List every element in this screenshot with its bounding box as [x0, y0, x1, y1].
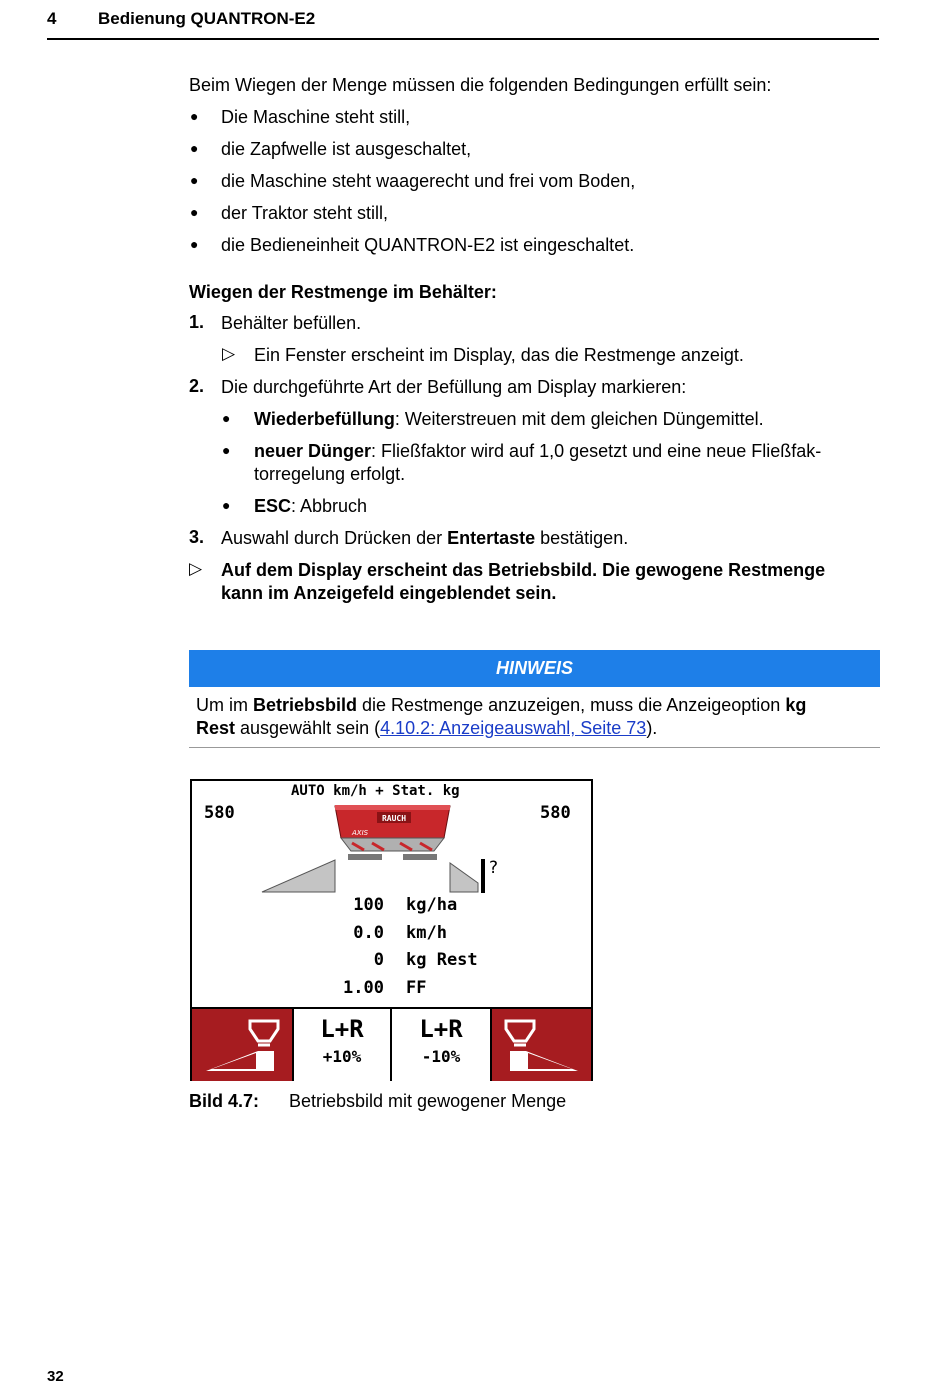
- option-label: neuer Dünger: [254, 441, 372, 461]
- left-spread-pattern: [262, 860, 335, 892]
- right-spread-pattern: [450, 863, 478, 892]
- bullet-icon: ●: [190, 236, 199, 252]
- figure-caption: Betriebsbild mit gewogener Menge: [289, 1091, 567, 1111]
- header-rule: [47, 38, 879, 40]
- rate-value: 100: [353, 895, 384, 915]
- operating-screen: [190, 779, 593, 1081]
- left-value: 580: [204, 803, 235, 823]
- final-result-line2: kann im Anzeigefeld eingeblendet sein.: [221, 583, 557, 603]
- chapter-title: Bedienung QUANTRON-E2: [98, 9, 316, 28]
- option-desc: : Fließfaktor wird auf 1,0 gesetzt und eine neue Fließfak-: [371, 441, 822, 461]
- step-number: 1.: [189, 312, 205, 332]
- condition-item: der Traktor steht still,: [221, 203, 389, 223]
- note-text: Um im: [196, 695, 253, 715]
- note-body: [196, 694, 876, 740]
- step-text: Behälter befüllen.: [221, 313, 362, 333]
- spreader-graphic: [192, 781, 591, 1007]
- softkey-sublabel: +10%: [322, 1047, 362, 1066]
- softkey-sublabel: -10%: [421, 1047, 461, 1066]
- note-bold: kg: [785, 695, 807, 715]
- bullet-icon: ●: [190, 204, 199, 220]
- result-triangle-icon: ▷: [189, 559, 203, 578]
- step-result: Ein Fenster erscheint im Display, das die Restmenge anzeigt.: [254, 345, 744, 365]
- softkey-increase-rate[interactable]: [292, 1009, 392, 1081]
- note-bold: Betriebsbild: [253, 695, 358, 715]
- speed-value: 0.0: [353, 923, 384, 943]
- option-item: [254, 440, 821, 463]
- note-text: die Restmenge anzuzeigen, muss die Anzeigeoption: [357, 695, 786, 715]
- chapter-number: 4: [47, 9, 57, 28]
- option-label: Wiederbefüllung: [254, 409, 395, 429]
- unknown-status: ?: [489, 858, 499, 878]
- option-desc: : Weiterstreuen mit dem gleichen Düngemittel.: [394, 409, 764, 429]
- bullet-icon: ●: [222, 410, 231, 426]
- right-value: 580: [540, 803, 571, 823]
- bullet-icon: ●: [190, 108, 199, 124]
- bullet-icon: ●: [190, 140, 199, 156]
- note-text: ausgewählt sein (: [235, 718, 381, 738]
- boundary-marker-icon: [481, 859, 485, 893]
- result-triangle-icon: ▷: [222, 344, 236, 363]
- softkey-bar: [192, 1007, 591, 1081]
- softkey-label: L+R: [320, 1015, 364, 1043]
- cross-reference-link[interactable]: 4.10.2: Anzeigeauswahl, Seite 73: [380, 718, 647, 738]
- step3-post: bestätigen.: [535, 528, 629, 548]
- bullet-icon: ●: [222, 442, 231, 458]
- figure-label: Bild 4.7:: [189, 1091, 260, 1111]
- spreader-icon: [335, 805, 450, 860]
- rest-unit: kg Rest: [406, 950, 478, 970]
- softkey-decrease-rate[interactable]: [392, 1009, 492, 1081]
- condition-item: die Zapfwelle ist ausgeschaltet,: [221, 139, 472, 159]
- flow-factor-value: 1.00: [343, 978, 384, 998]
- bullet-icon: ●: [190, 172, 199, 188]
- model-label: AXIS: [352, 829, 369, 837]
- step3-pre: Auswahl durch Drücken der: [221, 528, 448, 548]
- screen-mode-line: AUTO km/h + Stat. kg: [291, 783, 460, 799]
- option-item: [254, 495, 367, 518]
- page-number: 32: [47, 1368, 64, 1385]
- condition-item: die Bedieneinheit QUANTRON-E2 ist eingeschaltet.: [221, 235, 635, 255]
- note-text: ).: [646, 718, 658, 738]
- note-rule: [189, 747, 880, 748]
- step-text: [221, 527, 628, 550]
- softkey-label: L+R: [419, 1015, 463, 1043]
- final-result-line1: Auf dem Display erscheint das Betriebsbild. Die gewogene Restmenge: [221, 560, 826, 580]
- note-bold: Rest: [196, 718, 236, 738]
- note-header: HINWEIS: [189, 650, 880, 687]
- speed-unit: km/h: [406, 923, 447, 943]
- bullet-icon: ●: [222, 497, 231, 513]
- step3-key: Entertaste: [447, 528, 536, 548]
- right-spread-icon: [492, 1009, 591, 1081]
- step-number: 3.: [189, 527, 205, 547]
- step-text: Die durchgeführte Art der Befüllung am Display markieren:: [221, 377, 687, 397]
- intro-text: Beim Wiegen der Menge müssen die folgenden Bedingungen erfüllt sein:: [189, 75, 772, 95]
- section-title: Wiegen der Restmenge im Behälter:: [189, 282, 497, 302]
- option-desc-cont: torregelung erfolgt.: [254, 464, 406, 484]
- brand-label: RAUCH: [381, 814, 407, 823]
- step-number: 2.: [189, 376, 205, 396]
- option-item: [254, 408, 764, 431]
- rest-value: 0: [373, 950, 384, 970]
- rate-unit: kg/ha: [406, 895, 458, 915]
- softkey-right-spread[interactable]: [492, 1009, 591, 1081]
- condition-item: die Maschine steht waagerecht und frei vom Boden,: [221, 171, 636, 191]
- condition-item: Die Maschine steht still,: [221, 107, 411, 127]
- option-label: ESC: [254, 496, 292, 516]
- left-spread-icon: [192, 1009, 292, 1081]
- flow-factor-unit: FF: [406, 978, 427, 998]
- softkey-left-spread[interactable]: [192, 1009, 292, 1081]
- option-desc: : Abbruch: [291, 496, 368, 516]
